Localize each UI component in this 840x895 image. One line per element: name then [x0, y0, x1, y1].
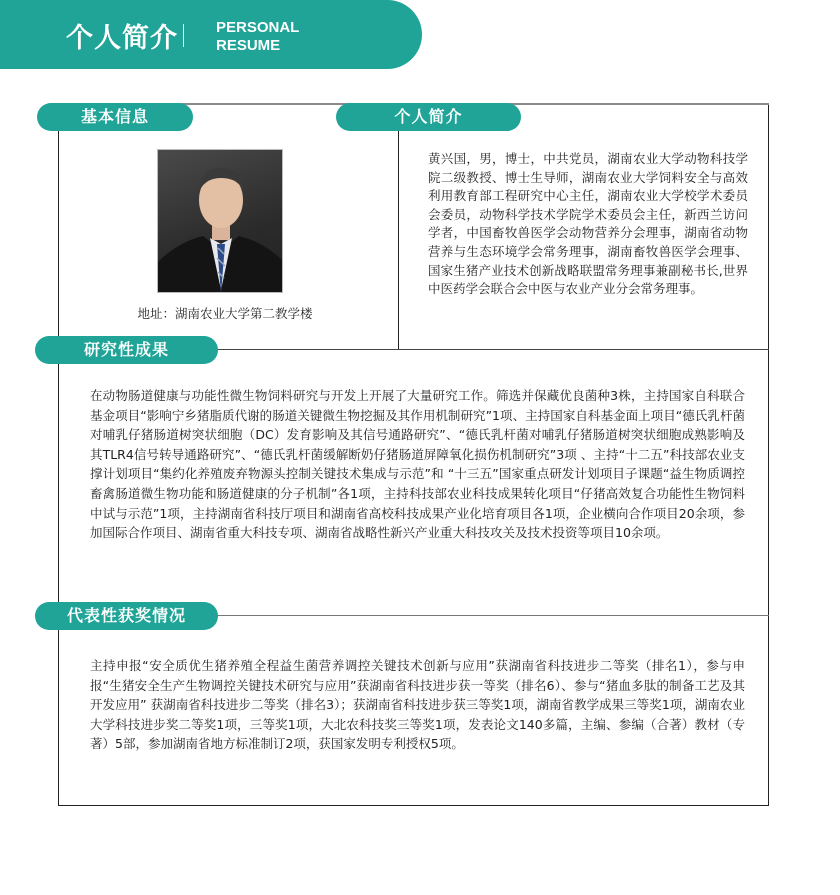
section-divider [218, 349, 769, 350]
person-icon [158, 150, 283, 293]
column-divider [398, 104, 399, 350]
section-divider-2 [218, 615, 769, 616]
header-banner [0, 0, 422, 69]
section-heading-research: 研究性成果 [35, 336, 218, 364]
section-heading-profile: 个人简介 [336, 103, 521, 131]
address-text: 地址：湖南农业大学第二教学楼 [137, 306, 313, 321]
page-title: 个人简介 [66, 23, 178, 54]
research-text: 在动物肠道健康与功能性微生物饲料研究与开发上开展了大量研究工作。筛选并保藏优良菌种3株，主持国家自科联合基金项目“影响宁乡猪脂质代谢的肠道关键微生物挖掘及其作用机制研究”1项、主持国家自科基金面上项目“德氏乳杆菌对哺乳仔猪肠道树突状细胞（DC）发育影响及其信号通路研究”、“德氏乳杆菌对哺乳仔猪肠道树突状细胞成熟影响及其TLR4信号转导通路研究”、“德氏乳杆菌缓解断奶仔猪肠道屏障氧化损伤机制研究”3项 、主持“十二五”科技部农业支撑计划项目“集约化养殖废弃物源头控制关键技术集成与示范”和 “十三五”国家重点研发计划项目子课题“益生物质调控畜禽肠道微生物功能和肠道健康的分子机制”各1项，主持科技部农业科技成果转化项目“仔猪高效复合功能性生物饲料中试与示范”1项，主持湖南省科技厅项目和湖南省高校科技成果产业化培育项目各1项，企业横向合作项目20余项，参加国际合作项目、湖南省重大科技专项、湖南省战略性新兴产业重大科技攻关及技术投资等项目10余项。 [90, 388, 745, 541]
awards-text: 主持申报“安全质优生猪养殖全程益生菌营养调控关键技术创新与应用”获湖南省科技进步二等奖（排名1），参与申报“生猪安全生产生物调控关键技术研究与应用”获湖南省科技进步获一等奖（排名6）、参与“猪血多肽的制备工艺及其开发应用” 获湖南省科技进步二等奖（排名3）；获湖南省科技进步获三等奖1项，湖南省教学成果三等奖1项，湖南农业大学科技进步奖二等奖1项，三等奖1项，大北农科技奖三等奖1项，发表论文140多篇，主编、参编（合著）教材（专著）5部，参加湖南省地方标准制订2项，获国家发明专利授权5项。 [90, 658, 745, 752]
section-heading-awards: 代表性获奖情况 [35, 602, 218, 630]
section-heading-basic-info: 基本信息 [37, 103, 193, 131]
subtitle-line1: PERSONAL [216, 19, 300, 36]
profile-text: 黄兴国，男，博士，中共党员，湖南农业大学动物科技学院二级教授、博士生导师，湖南农业大学饲料安全与高效利用教育部工程研究中心主任，湖南农业大学校学术委员会委员，动物科学技术学院学术委员会主任，新西兰访问学者，中国畜牧兽医学会动物营养分会理事，湖南省动物营养与生态环境学会常务理事，湖南畜牧兽医学会理事、国家生猪产业技术创新战略联盟常务理事兼副秘书长,世界中医药学会联合会中医与农业产业分会常务理事。 [428, 151, 748, 297]
title-divider [183, 24, 184, 47]
subtitle-line2: RESUME [216, 37, 281, 54]
portrait-photo [157, 149, 283, 293]
page-subtitle [216, 19, 299, 55]
